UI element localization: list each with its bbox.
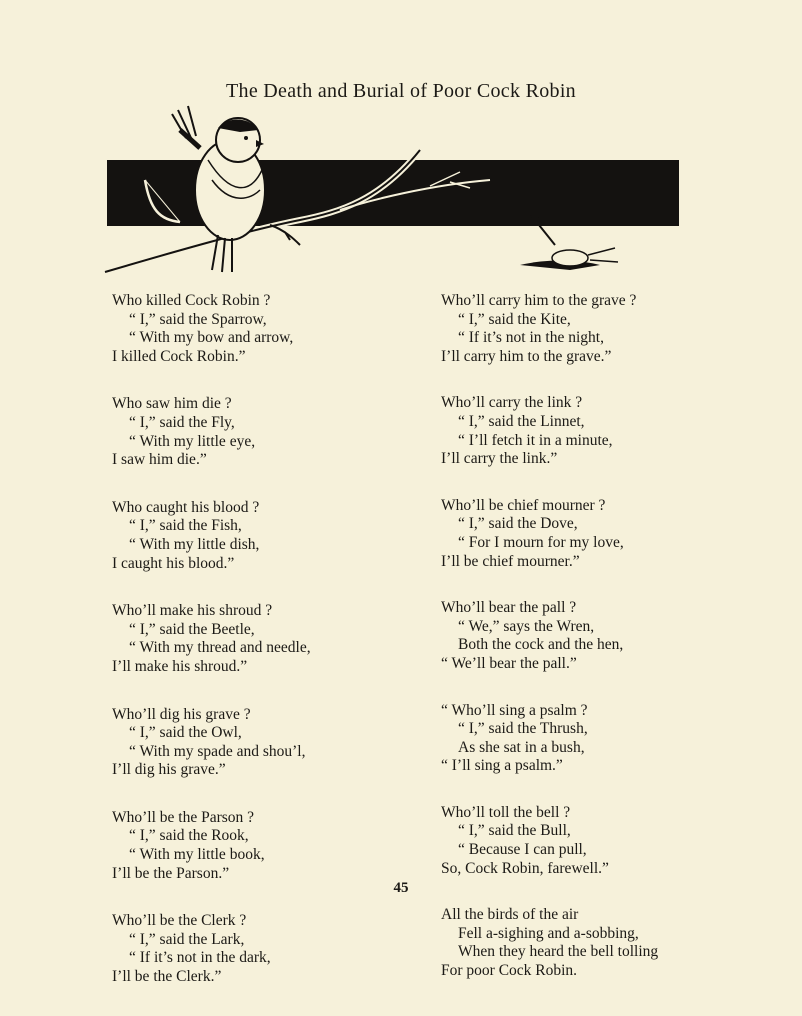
verse-line: “ I,” said the Lark, (129, 930, 245, 948)
page-title: The Death and Burial of Poor Cock Robin (226, 80, 576, 102)
right-verse-column (441, 292, 731, 1009)
verse-line: “ I,” said the Dove, (458, 515, 578, 533)
stanza (112, 809, 422, 883)
verse-line: Both the cock and the hen, (458, 636, 624, 654)
verse-line: Who’ll carry him to the grave ? (441, 292, 637, 309)
verse-line: “ With my spade and shou’l, (129, 742, 306, 760)
stanza (112, 499, 422, 573)
verse-line: So, Cock Robin, farewell.” (441, 859, 609, 877)
verse-line: Who’ll make his shroud ? (112, 602, 273, 620)
verse-line: Who saw him die ? (112, 395, 232, 413)
stanza (112, 602, 422, 676)
verse-line: I’ll carry the link.” (441, 450, 558, 468)
verse-line: I’ll make his shroud.” (112, 657, 248, 675)
verse-line: Who’ll dig his grave ? (112, 705, 251, 723)
verse-line: “ If it’s not in the night, (458, 329, 604, 347)
verse-line: “ I’ll sing a psalm.” (441, 757, 563, 775)
verse-line: “ We,” says the Wren, (458, 617, 595, 635)
verse-line: All the birds of the air (441, 906, 579, 924)
verse-line: “ With my little eye, (129, 432, 256, 450)
stanza (112, 292, 422, 366)
verse-line: Who’ll toll the bell ? (441, 803, 571, 821)
cock-robin-illustration (100, 100, 690, 280)
page-number: 45 (393, 880, 409, 896)
verse-line: “ I,” said the Sparrow, (129, 310, 267, 328)
stanza (112, 706, 422, 780)
stanza (441, 599, 731, 673)
stanza (441, 292, 731, 366)
stanza (441, 906, 731, 980)
verse-line: Fell a-sighing and a-sobbing, (458, 924, 639, 942)
verse-line: “ Because I can pull, (458, 841, 587, 859)
verse-line: “ I,” said the Kite, (458, 310, 571, 328)
verse-line: “ Who’ll sing a psalm ? (441, 701, 588, 719)
verse-line: “ With my little dish, (129, 535, 260, 553)
left-verse-column (112, 292, 422, 1016)
stanza (441, 804, 731, 878)
verse-line: When they heard the bell tolling (458, 943, 659, 961)
verse-line: I’ll be the Clerk.” (112, 968, 222, 986)
verse-line: “ I,” said the Fish, (129, 517, 242, 535)
verse-line: “ We’ll bear the pall.” (441, 654, 577, 672)
stanza (112, 395, 422, 469)
verse-line: “ I,” said the Fly, (129, 413, 235, 431)
stanza (441, 497, 731, 571)
verse-line: “ With my thread and needle, (129, 639, 311, 657)
verse-line: I’ll be chief mourner.” (441, 552, 580, 570)
verse-line: Who’ll be chief mourner ? (441, 496, 606, 514)
verse-line: Who’ll carry the link ? (441, 394, 583, 412)
verse-line: Who caught his blood ? (112, 498, 260, 516)
verse-line: “ If it’s not in the dark, (129, 949, 271, 967)
verse-line: I caught his blood.” (112, 554, 235, 572)
verse-line: “ For I mourn for my love, (458, 533, 624, 551)
verse-line: Who’ll be the Parson ? (112, 808, 255, 826)
verse-line: I saw him die.” (112, 451, 207, 469)
verse-line: “ I,” said the Rook, (129, 827, 249, 845)
verse-line: “ I,” said the Thrush, (458, 720, 588, 738)
verse-line: As she sat in a bush, (458, 738, 585, 756)
verse-line: “ I,” said the Linnet, (458, 412, 585, 430)
stanza (441, 394, 731, 468)
verse-line: “ I’ll fetch it in a minute, (458, 431, 613, 449)
verse-line: Who’ll bear the pall ? (441, 599, 577, 617)
verse-line: I killed Cock Robin.” (112, 347, 246, 365)
verse-line: Who killed Cock Robin ? (112, 292, 271, 309)
verse-line: “ I,” said the Owl, (129, 724, 242, 742)
verse-line: I’ll dig his grave.” (112, 761, 226, 779)
verse-line: “ I,” said the Bull, (458, 822, 571, 840)
stanza (112, 912, 422, 986)
verse-line: “ I,” said the Beetle, (129, 620, 255, 638)
verse-line: “ With my little book, (129, 846, 265, 864)
verse-line: I’ll be the Parson.” (112, 864, 230, 882)
verse-line: Who’ll be the Clerk ? (112, 912, 247, 930)
verse-line: “ With my bow and arrow, (129, 329, 294, 347)
verse-line: I’ll carry him to the grave.” (441, 347, 612, 365)
stanza (441, 702, 731, 776)
verse-line: For poor Cock Robin. (441, 962, 578, 980)
